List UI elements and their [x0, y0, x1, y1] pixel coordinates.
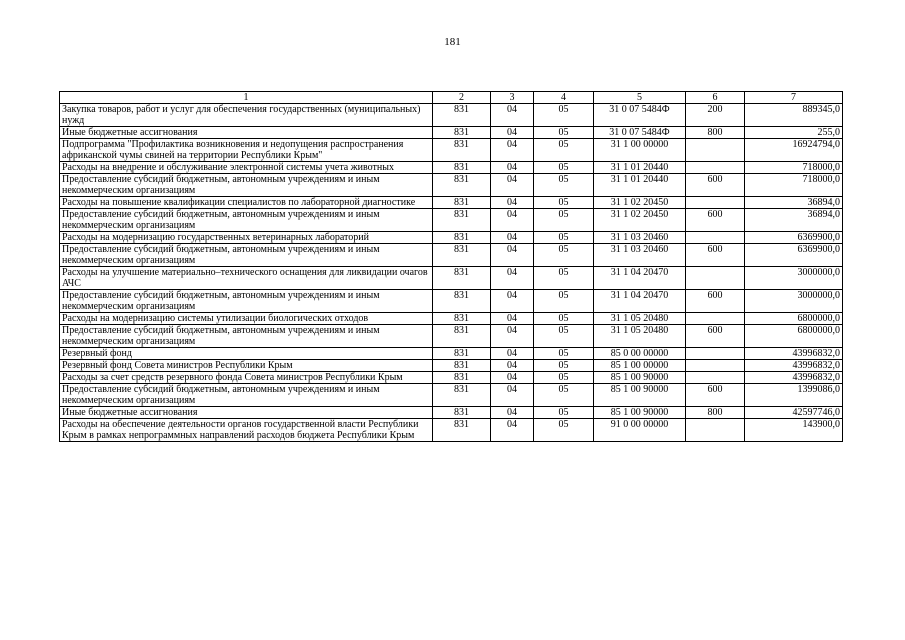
target-article-cell: 85 1 00 90000 — [594, 384, 686, 407]
expense-type-cell: 600 — [686, 290, 745, 313]
table-row — [60, 419, 843, 442]
row-name-cell: Подпрограмма "Профилактика возникновения и недопущения распространения африканской чумы свиней на территории Республики Крым" — [60, 139, 433, 162]
section-code-cell: 04 — [491, 360, 534, 372]
ministry-code-cell: 831 — [433, 104, 491, 127]
section-code-cell: 04 — [491, 244, 534, 267]
header-col-1: 1 — [60, 92, 433, 104]
subsection-code-cell: 05 — [534, 360, 594, 372]
subsection-code-cell: 05 — [534, 232, 594, 244]
table-row — [60, 372, 843, 384]
row-name-cell: Предоставление субсидий бюджетным, автономным учреждениям и иным некоммерческим организациям — [60, 325, 433, 348]
table-row — [60, 348, 843, 360]
section-code-cell: 04 — [491, 384, 534, 407]
section-code-cell: 04 — [491, 127, 534, 139]
amount-cell: 43996832,0 — [745, 348, 843, 360]
section-code-cell: 04 — [491, 325, 534, 348]
row-name-cell: Расходы на повышение квалификации специалистов по лабораторной диагностике — [60, 197, 433, 209]
row-name-cell: Резервный фонд Совета министров Республики Крым — [60, 360, 433, 372]
section-code-cell: 04 — [491, 407, 534, 419]
table-row — [60, 104, 843, 127]
subsection-code-cell: 05 — [534, 313, 594, 325]
ministry-code-cell: 831 — [433, 209, 491, 232]
section-code-cell: 04 — [491, 162, 534, 174]
table-row — [60, 174, 843, 197]
table-row — [60, 290, 843, 313]
ministry-code-cell: 831 — [433, 313, 491, 325]
expense-type-cell — [686, 139, 745, 162]
ministry-code-cell: 831 — [433, 407, 491, 419]
expense-type-cell — [686, 267, 745, 290]
expense-type-cell: 600 — [686, 174, 745, 197]
target-article-cell: 31 1 04 20470 — [594, 290, 686, 313]
target-article-cell: 31 1 02 20450 — [594, 197, 686, 209]
target-article-cell: 85 1 00 90000 — [594, 372, 686, 384]
amount-cell: 718000,0 — [745, 174, 843, 197]
section-code-cell: 04 — [491, 267, 534, 290]
subsection-code-cell: 05 — [534, 209, 594, 232]
subsection-code-cell: 05 — [534, 407, 594, 419]
expense-type-cell — [686, 162, 745, 174]
expense-type-cell: 600 — [686, 325, 745, 348]
table-body — [60, 104, 843, 442]
expense-type-cell: 800 — [686, 127, 745, 139]
row-name-cell: Иные бюджетные ассигнования — [60, 407, 433, 419]
section-code-cell: 04 — [491, 313, 534, 325]
row-name-cell: Предоставление субсидий бюджетным, автономным учреждениям и иным некоммерческим организациям — [60, 384, 433, 407]
header-col-6: 6 — [686, 92, 745, 104]
row-name-cell: Резервный фонд — [60, 348, 433, 360]
ministry-code-cell: 831 — [433, 348, 491, 360]
ministry-code-cell: 831 — [433, 174, 491, 197]
section-code-cell: 04 — [491, 372, 534, 384]
amount-cell: 143900,0 — [745, 419, 843, 442]
target-article-cell: 31 0 07 5484Ф — [594, 104, 686, 127]
ministry-code-cell: 831 — [433, 244, 491, 267]
target-article-cell: 31 1 00 00000 — [594, 139, 686, 162]
section-code-cell: 04 — [491, 290, 534, 313]
expense-type-cell: 600 — [686, 384, 745, 407]
amount-cell: 6800000,0 — [745, 313, 843, 325]
expense-type-cell: 800 — [686, 407, 745, 419]
row-name-cell: Предоставление субсидий бюджетным, автономным учреждениям и иным некоммерческим организациям — [60, 290, 433, 313]
section-code-cell: 04 — [491, 139, 534, 162]
subsection-code-cell: 05 — [534, 127, 594, 139]
subsection-code-cell: 05 — [534, 372, 594, 384]
ministry-code-cell: 831 — [433, 139, 491, 162]
expense-type-cell — [686, 360, 745, 372]
budget-table — [59, 91, 843, 442]
section-code-cell: 04 — [491, 348, 534, 360]
amount-cell: 889345,0 — [745, 104, 843, 127]
subsection-code-cell: 05 — [534, 104, 594, 127]
table-row — [60, 384, 843, 407]
amount-cell: 718000,0 — [745, 162, 843, 174]
ministry-code-cell: 831 — [433, 162, 491, 174]
amount-cell: 255,0 — [745, 127, 843, 139]
amount-cell: 42597746,0 — [745, 407, 843, 419]
table-row — [60, 232, 843, 244]
expense-type-cell — [686, 419, 745, 442]
subsection-code-cell: 05 — [534, 139, 594, 162]
subsection-code-cell: 05 — [534, 348, 594, 360]
expense-type-cell: 600 — [686, 244, 745, 267]
expense-type-cell — [686, 313, 745, 325]
ministry-code-cell: 831 — [433, 325, 491, 348]
table-row — [60, 127, 843, 139]
subsection-code-cell: 05 — [534, 174, 594, 197]
table-row — [60, 162, 843, 174]
subsection-code-cell: 05 — [534, 197, 594, 209]
ministry-code-cell: 831 — [433, 232, 491, 244]
subsection-code-cell: 05 — [534, 267, 594, 290]
subsection-code-cell: 05 — [534, 419, 594, 442]
section-code-cell: 04 — [491, 174, 534, 197]
ministry-code-cell: 831 — [433, 360, 491, 372]
table-row — [60, 360, 843, 372]
row-name-cell: Расходы на модернизацию системы утилизации биологических отходов — [60, 313, 433, 325]
ministry-code-cell: 831 — [433, 290, 491, 313]
target-article-cell: 31 1 05 20480 — [594, 313, 686, 325]
section-code-cell: 04 — [491, 209, 534, 232]
target-article-cell: 31 1 02 20450 — [594, 209, 686, 232]
row-name-cell: Расходы на обеспечение деятельности органов государственной власти Республики Крым в рамках непрограммных направлений расходов бюджета Республики Крым — [60, 419, 433, 442]
header-col-2: 2 — [433, 92, 491, 104]
expense-type-cell: 600 — [686, 209, 745, 232]
target-article-cell: 31 1 01 20440 — [594, 162, 686, 174]
section-code-cell: 04 — [491, 197, 534, 209]
expense-type-cell — [686, 232, 745, 244]
target-article-cell: 85 0 00 00000 — [594, 348, 686, 360]
table-row — [60, 313, 843, 325]
target-article-cell: 31 0 07 5484Ф — [594, 127, 686, 139]
target-article-cell: 31 1 04 20470 — [594, 267, 686, 290]
header-col-4: 4 — [534, 92, 594, 104]
row-name-cell: Расходы на внедрение и обслуживание электронной системы учета животных — [60, 162, 433, 174]
row-name-cell: Расходы на модернизацию государственных ветеринарных лабораторий — [60, 232, 433, 244]
section-code-cell: 04 — [491, 104, 534, 127]
ministry-code-cell: 831 — [433, 267, 491, 290]
target-article-cell: 31 1 03 20460 — [594, 232, 686, 244]
row-name-cell: Расходы за счет средств резервного фонда Совета министров Республики Крым — [60, 372, 433, 384]
target-article-cell: 31 1 01 20440 — [594, 174, 686, 197]
subsection-code-cell: 05 — [534, 325, 594, 348]
expense-type-cell: 200 — [686, 104, 745, 127]
amount-cell: 43996832,0 — [745, 360, 843, 372]
target-article-cell: 85 1 00 90000 — [594, 407, 686, 419]
amount-cell: 3000000,0 — [745, 267, 843, 290]
target-article-cell: 31 1 03 20460 — [594, 244, 686, 267]
row-name-cell: Расходы на улучшение материально–технического оснащения для ликвидации очагов АЧС — [60, 267, 433, 290]
target-article-cell: 31 1 05 20480 — [594, 325, 686, 348]
ministry-code-cell: 831 — [433, 372, 491, 384]
expense-type-cell — [686, 372, 745, 384]
header-col-5: 5 — [594, 92, 686, 104]
row-name-cell: Предоставление субсидий бюджетным, автономным учреждениям и иным некоммерческим организациям — [60, 244, 433, 267]
table-row — [60, 325, 843, 348]
target-article-cell: 91 0 00 00000 — [594, 419, 686, 442]
amount-cell: 16924794,0 — [745, 139, 843, 162]
row-name-cell: Закупка товаров, работ и услуг для обеспечения государственных (муниципальных) нужд — [60, 104, 433, 127]
ministry-code-cell: 831 — [433, 127, 491, 139]
header-col-3: 3 — [491, 92, 534, 104]
amount-cell: 3000000,0 — [745, 290, 843, 313]
amount-cell: 1399086,0 — [745, 384, 843, 407]
amount-cell: 6369900,0 — [745, 232, 843, 244]
ministry-code-cell: 831 — [433, 197, 491, 209]
subsection-code-cell: 05 — [534, 162, 594, 174]
section-code-cell: 04 — [491, 232, 534, 244]
row-name-cell: Предоставление субсидий бюджетным, автономным учреждениям и иным некоммерческим организациям — [60, 209, 433, 232]
target-article-cell: 85 1 00 00000 — [594, 360, 686, 372]
row-name-cell: Иные бюджетные ассигнования — [60, 127, 433, 139]
table-row — [60, 197, 843, 209]
ministry-code-cell: 831 — [433, 419, 491, 442]
table-row — [60, 267, 843, 290]
table-row — [60, 139, 843, 162]
amount-cell: 43996832,0 — [745, 372, 843, 384]
table-row — [60, 407, 843, 419]
subsection-code-cell: 05 — [534, 290, 594, 313]
subsection-code-cell: 05 — [534, 384, 594, 407]
amount-cell: 6800000,0 — [745, 325, 843, 348]
amount-cell: 6369900,0 — [745, 244, 843, 267]
expense-type-cell — [686, 197, 745, 209]
table-row — [60, 244, 843, 267]
page-number: 181 — [444, 36, 461, 48]
ministry-code-cell: 831 — [433, 384, 491, 407]
row-name-cell: Предоставление субсидий бюджетным, автономным учреждениям и иным некоммерческим организациям — [60, 174, 433, 197]
amount-cell: 36894,0 — [745, 209, 843, 232]
table-row — [60, 209, 843, 232]
header-col-7: 7 — [745, 92, 843, 104]
amount-cell: 36894,0 — [745, 197, 843, 209]
header-row — [60, 92, 843, 104]
expense-type-cell — [686, 348, 745, 360]
section-code-cell: 04 — [491, 419, 534, 442]
subsection-code-cell: 05 — [534, 244, 594, 267]
